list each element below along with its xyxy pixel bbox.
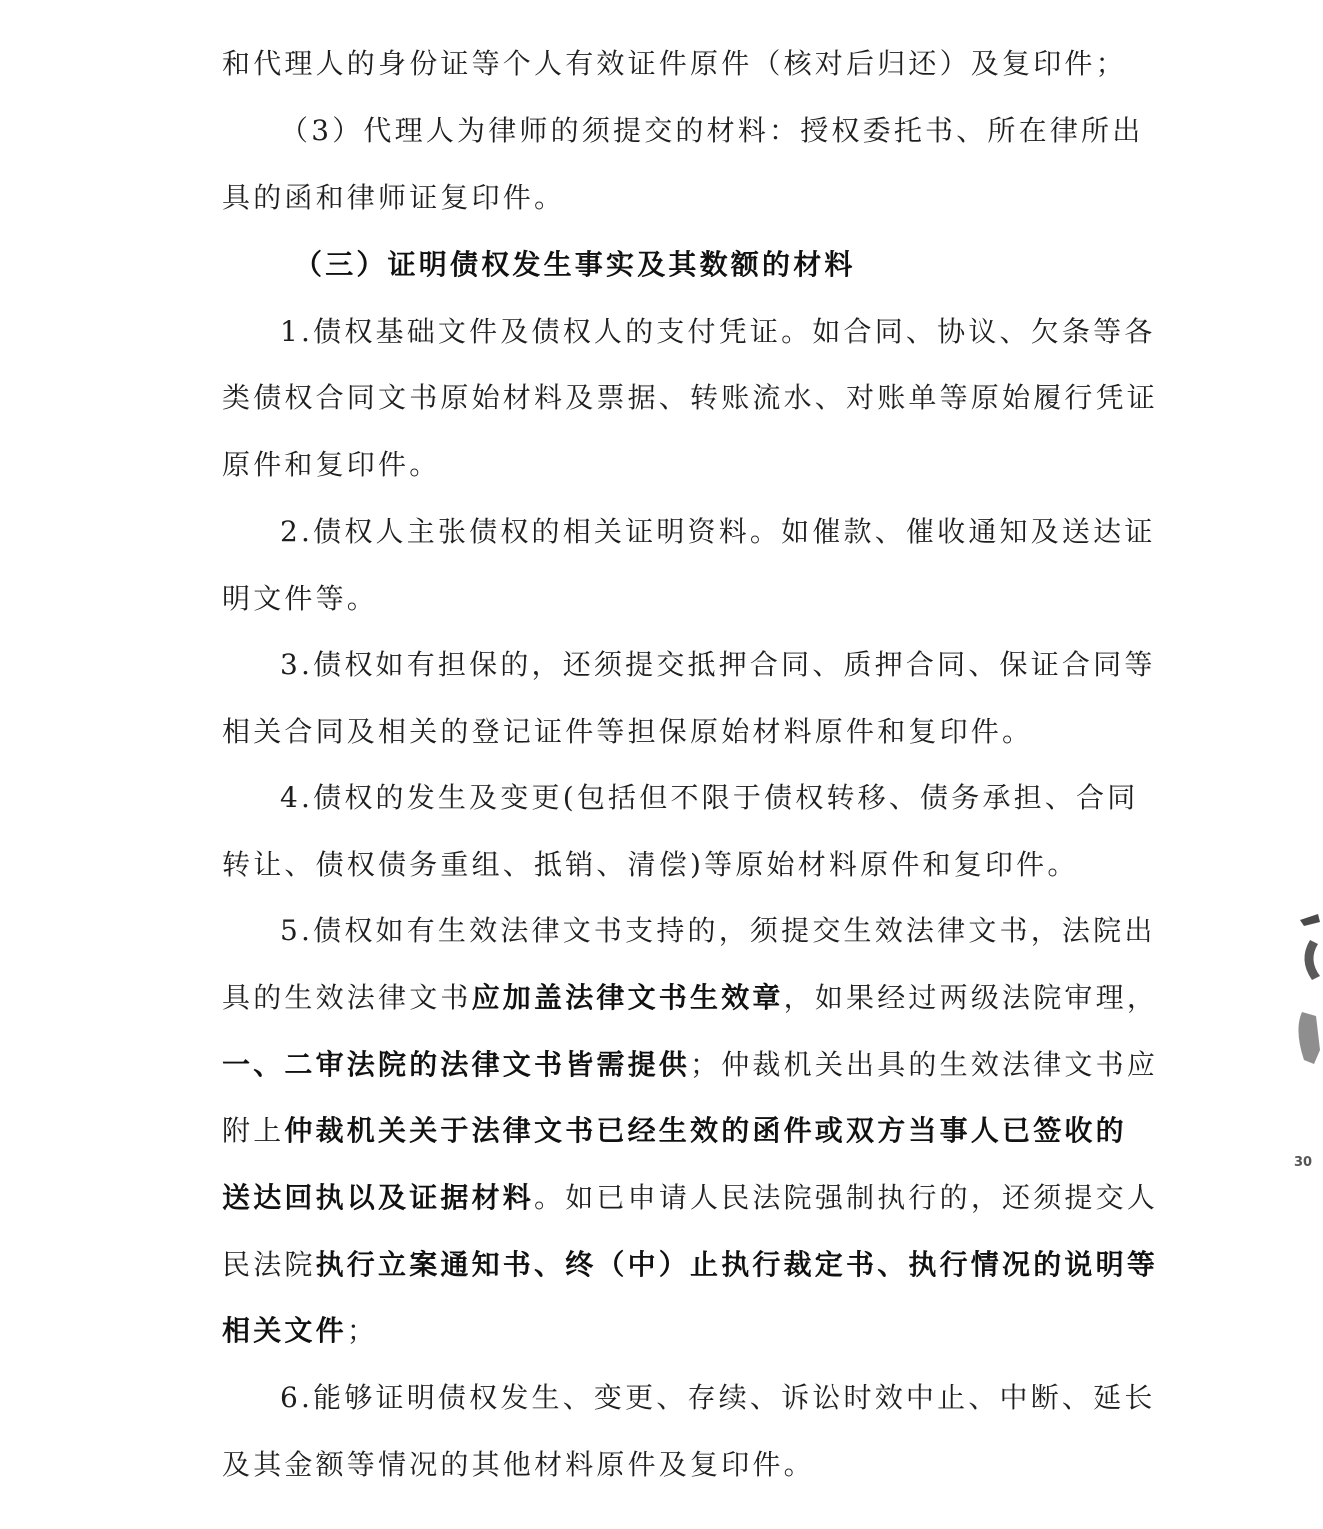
page-edge-seal-fragment bbox=[1290, 900, 1323, 1200]
section-heading: （三）证明债权发生事实及其数额的材料 bbox=[294, 248, 856, 281]
text-line: 相关合同及相关的登记证件等担保原始材料原件和复印件。 bbox=[222, 715, 1034, 748]
text-line: 附上仲裁机关关于法律文书已经生效的函件或双方当事人已签收的 bbox=[222, 1114, 1127, 1147]
text-line: 一、二审法院的法律文书皆需提供；仲裁机关出具的生效法律文书应 bbox=[222, 1048, 1159, 1081]
bold-text: 仲裁机关关于法律文书已经生效的函件或双方当事人已签收的 bbox=[284, 1114, 1127, 1147]
bold-text: 相关文件 bbox=[222, 1314, 347, 1347]
bold-text: 执行立案通知书、终（中）止执行裁定书、执行情况的说明等 bbox=[315, 1248, 1159, 1281]
text-line: 明文件等。 bbox=[222, 582, 379, 615]
text-line: 转让、债权债务重组、抵销、清偿)等原始材料原件和复印件。 bbox=[222, 848, 1079, 881]
text-line: 及其金额等情况的其他材料原件及复印件。 bbox=[222, 1448, 815, 1481]
text-line: 送达回执以及证据材料。如已申请人民法院强制执行的，还须提交人 bbox=[222, 1181, 1159, 1214]
text-line: 6.能够证明债权发生、变更、存续、诉讼时效中止、中断、延长 bbox=[280, 1381, 1156, 1414]
bold-text: 应加盖法律文书生效章 bbox=[471, 981, 784, 1014]
text-line: 和代理人的身份证等个人有效证件原件（核对后归还）及复印件； bbox=[222, 47, 1127, 80]
text-line: 民法院执行立案通知书、终（中）止执行裁定书、执行情况的说明等 bbox=[222, 1248, 1159, 1281]
text-line: 5.债权如有生效法律文书支持的，须提交生效法律文书，法院出 bbox=[280, 914, 1156, 947]
text-line: 具的生效法律文书应加盖法律文书生效章，如果经过两级法院审理， bbox=[222, 981, 1159, 1014]
bold-text: 送达回执以及证据材料 bbox=[222, 1181, 535, 1214]
text-line: 原件和复印件。 bbox=[222, 448, 441, 481]
svg-text:30: 30 bbox=[1294, 1155, 1313, 1170]
bold-text: 一、二审法院的法律文书皆需提供 bbox=[222, 1048, 691, 1081]
text-line: 2.债权人主张债权的相关证明资料。如催款、催收通知及送达证 bbox=[280, 515, 1156, 548]
text-line: （3）代理人为律师的须提交的材料：授权委托书、所在律所出 bbox=[280, 114, 1144, 147]
text-line: 1.债权基础文件及债权人的支付凭证。如合同、协议、欠条等各 bbox=[280, 315, 1156, 348]
text-line: 3.债权如有担保的，还须提交抵押合同、质押合同、保证合同等 bbox=[280, 648, 1156, 681]
text-line: 4.债权的发生及变更(包括但不限于债权转移、债务承担、合同 bbox=[280, 781, 1139, 814]
text-line: 类债权合同文书原始材料及票据、转账流水、对账单等原始履行凭证 bbox=[222, 381, 1159, 414]
text-line: 相关文件； bbox=[222, 1314, 379, 1347]
text-line: 具的函和律师证复印件。 bbox=[222, 181, 566, 214]
